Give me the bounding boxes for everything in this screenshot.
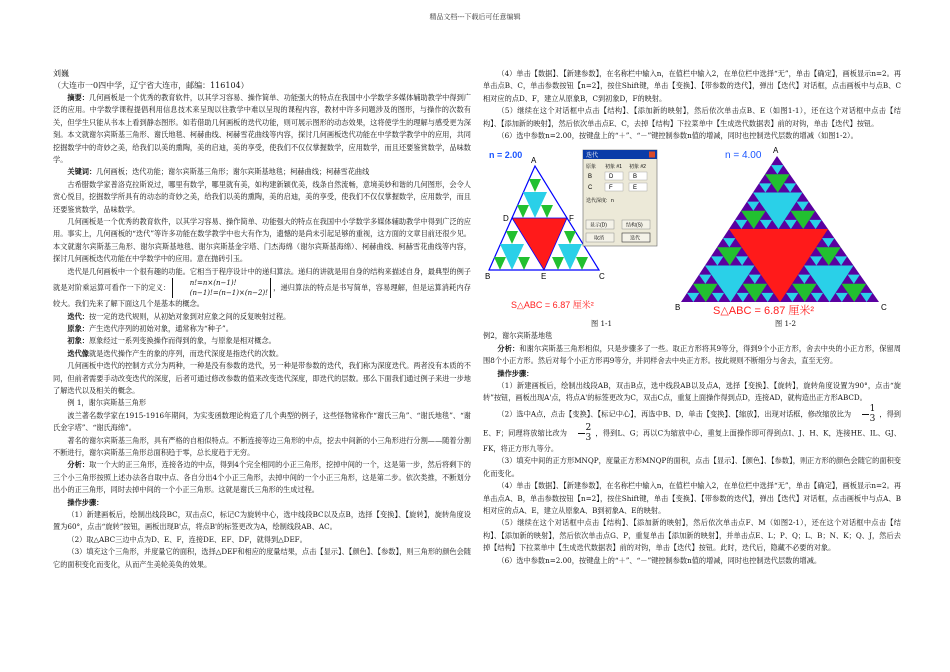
figure-1-2 [673, 144, 901, 316]
ex2-steps-heading: 操作步骤： [497, 368, 534, 378]
fig1-label-e: E [541, 272, 547, 282]
dialog-cell-1-1-text: D [609, 174, 614, 181]
fig1-label-d: D [503, 214, 509, 224]
frac2-den: 3 [585, 432, 592, 443]
affiliation: （大连市一0四中学，辽宁省大连市，邮编：116104） [53, 81, 249, 90]
abstract-text: 几何画板是一个优秀的教育软件，以其学习容易、操作简单、功能强大的特点在我国中小学数学多媒体辅助教学中得到广泛的应用。中学数学课程提倡利用信息技术来呈现以往教学中难以呈现的课程内容，教材中许多问题涉及的图形，与操作的次数有关，但学生只能从书本上看到静态图形。如若借助几何画板的迭代功能，则可展示图形的动态效果，这将使学生的理解与感受更为深刻。本文就谢尔宾斯基三角形、谢氏地毯、柯赫曲线、柯赫雪花曲线等内容，探讨几何画板迭代功能在中学数学教学中的应用，共同挖掘数学中的奇妙之美，给我们以美的熏陶，美的启迪，美的享受，使我们不仅仅掌握数学，应用数学，而且还要鉴赏数学，品味数学。 [53, 93, 471, 165]
ex2-step-2-c: ，得到L、G；再以C为缩放中心，重复上面操作即可得到点I、J、H、K，连接HE、IL、GJ、FK，将正方形九等分。 [483, 428, 901, 453]
keywords-label: 关键词： [67, 167, 97, 177]
ex2-analysis [483, 343, 901, 368]
figure-captions [483, 318, 901, 330]
ex2-step-2-a: （2）选中A点，点击【变换】、【标记中心】，再选中B、D，单击【变换】、【缩放】，出现对话框，修改缩放比为 [497, 409, 852, 419]
fig1-right-small-3 [576, 257, 588, 270]
dialog-cell-2-2[interactable] [629, 183, 647, 191]
step-6: （6）选中参数n=2.00，按键盘上的“＋”、“－”键控制参数n值的增减，同时也控制迭代层数的增减（如图1-2）。 [497, 131, 858, 141]
dialog-cell-2-2-text: E [633, 185, 638, 192]
definition-preimage [53, 323, 471, 335]
analysis-text: 取一个大的正三角形，连接各边的中点，得到4个完全相同的小正三角形，挖掉中间的一个，这是第一步，然后将剩下的三个小三角形按照上述办法各自取中点、各自分出4个小正三角形，去掉中间的一个小正三角形，这是第二步。依次类推，不断划分出小的正三角形，同时去掉中间的一个小正三角形。这就是谢氏三角形的生成过程。 [53, 460, 471, 495]
factorial-formula [172, 278, 271, 298]
analysis-label: 分析： [67, 460, 90, 470]
ex2-step-1: （1）新建画板后，绘制出线段AB，双击B点，选中线段AB以及点A，选择【变换】、【旋转】，旋转角度设置为90°，点击“旋转”按钮，画板出现A'点，将点A'的标签更改为C，双击C点，重复上面操作得到点D，连接AD，就构造出正方形ABCD。 [483, 381, 901, 403]
fig1-right-small-2 [552, 257, 564, 270]
fig1-left-small-1 [506, 231, 518, 244]
ex2-step-6: （6）选中参数n=2.00，按键盘上的“＋”、“－”键控制参数n值的增减，同时也控制迭代层数的增减。 [497, 555, 822, 565]
formula-line-2: (n−1)!=(n−1)×(n−2)! [189, 289, 268, 298]
example-1-title: 例 1，谢尔宾斯基三角形 [67, 398, 147, 408]
dialog-col-image-2: 初象 #2 [629, 164, 646, 171]
dialog-col-image-1: 初象 #1 [605, 164, 622, 171]
example-2-title: 例2，谢尔宾斯基地毯 [483, 331, 553, 341]
ex2-step-2-b: ，得到E、F；同理将放缩比改为 [483, 409, 901, 438]
iterate-dialog [583, 150, 657, 246]
def-label-3: 初象： [67, 336, 89, 346]
fig2-label-b: B [675, 303, 681, 313]
dialog-display-label: 显示(D) [590, 222, 607, 229]
fig2-n-value: n = 4.00 [725, 150, 762, 162]
def-label-4: 迭代像 [67, 348, 89, 358]
intro-paragraph-2: 几何画板是一个优秀的教育软件，以其学习容易、操作简单、功能强大的特点在我国中小学数学多媒体辅助教学中得到广泛的应用。事实上，几何画板的“迭代”等许多功能在数学教学中也大有作为，遗憾的是尚未引起足够的重视，这方面的文章目前还很少见。本文就谢尔宾斯基三角形、谢尔宾斯基地毯、谢尔宾斯基金字塔、门杰海绵（谢尔宾斯基海绵）、柯赫曲线、柯赫雪花曲线等内容，探讨几何画板迭代功能在中学数学中的应用。意在抛砖引玉。 [53, 217, 471, 264]
ex2-step-2 [483, 405, 901, 455]
keywords [53, 166, 471, 178]
fig1-label-c: C [599, 272, 605, 282]
iteration-tail: ，递归算法的特点是书写简单，容易理解，但是运算消耗内存较大。我们先来了解下面这几个是基本的概念。 [53, 283, 471, 309]
fig1-label-b: B [485, 272, 491, 282]
example-1-paragraph-1: 波兰著名数学家在1915-1916年期间，为实变函数理论构造了几个典型的例子，这些怪物常称作“谢氏三角”、“谢氏地毯”、“谢氏金字塔”、“谢氏海绵”。 [53, 410, 471, 433]
dialog-close-button[interactable] [649, 152, 655, 158]
right-column [483, 68, 901, 567]
fig1-top-right-small [541, 205, 553, 218]
dialog-cancel-label: 取消 [594, 235, 605, 242]
analysis-paragraph [53, 459, 471, 496]
ex2-analysis-label: 分析： [497, 343, 520, 353]
iteration-control-paragraph: 几何画板中迭代的控制方式分为两种，一种是没有参数的迭代，另一种是带参数的迭代，我们称为深度迭代。两者没有本质的不同，但前者需要手动改变迭代的深度，后者可通过修改参数的值来改变迭代深度，即迭代的层数。那么下面我们通过例子来进一步地了解迭代以及相关的概念。 [53, 361, 471, 395]
left-column [53, 68, 471, 571]
dialog-cell-1-2[interactable] [629, 172, 647, 180]
steps-heading: 操作步骤： [67, 497, 104, 507]
dialog-cell-1-1[interactable] [605, 172, 623, 180]
fig1-left-small-2 [494, 257, 506, 270]
frac1-den: 3 [869, 413, 876, 424]
intro-paragraph-1: 古希腊数学家普洛克拉斯说过，哪里有数学，哪里就有美，如构建新颖优美，线条自然流畅，意境美妙和谐的几何图形，会令人赏心悦目，挖掘数学所具有的动态的奇妙之美，给我们以美的熏陶，美的启迪，美的享受，使我们不仅仅掌握数学，应用数学，而且还要鉴赏数学，品味数学。 [53, 179, 471, 214]
step-1: （1）新建画板后，绘制出线段BC，双击点C，标记C为旋转中心，选中线段BC以及点B，选择【变换】、【旋转】，旋转角度设置为60°，点击“旋转”按钮，画板出现B'点，将点B'的标签更改为A，绘制线段AB、AC。 [53, 510, 471, 532]
def-text-2: 产生迭代序列的初始对象，通常称为“种子”。 [88, 323, 233, 333]
dialog-col-preimage: 原象 [586, 164, 597, 171]
abstract [53, 92, 471, 166]
def-label-1: 迭代： [67, 311, 89, 321]
dialog-structure-label: 结构(S) [626, 222, 643, 229]
fig1-top-small [529, 179, 541, 192]
fig1-left-small-3 [518, 257, 530, 270]
dialog-title: 迭代 [586, 153, 599, 160]
ex2-analysis-text: 和谢尔宾斯基三角形相似，只是步骤多了一些。取正方形将其9等分，得到9个小正方形，舍去中央的小正方形，保留周围8个小正方形。然后对每个小正方形再9等分，并同样舍去中央正方形。按此规则不断细分与舍去，直至无穷。 [483, 343, 901, 366]
fig1-label-a: A [531, 156, 537, 166]
figure-1-1 [483, 144, 661, 316]
dialog-depth-label: 迭代深度: [586, 198, 608, 205]
fig1-right-small-1 [564, 231, 576, 244]
fig2-area-readout: S△ABC = 6.87 厘米² [713, 305, 815, 317]
dialog-cell-2-1[interactable] [605, 183, 623, 191]
fig2-label-c: C [881, 303, 887, 313]
def-label-2: 原象： [67, 323, 89, 333]
frac1-num: 1 [869, 403, 876, 414]
dialog-row-c: C [588, 185, 593, 192]
fig1-label-f: F [569, 214, 574, 224]
frac2-num: 2 [585, 422, 592, 433]
dialog-row-b: B [588, 174, 593, 181]
fraction-one-third [855, 405, 875, 424]
fig1-top-left-small [517, 205, 529, 218]
fig1-area-readout: S△ABC = 6.87 厘米² [511, 300, 594, 311]
fraction-two-thirds [571, 424, 591, 443]
definition-iteration [53, 311, 471, 323]
def-text-3: 原象经过一系列变换操作而得到的象，与原象是相对概念。 [88, 336, 276, 346]
iteration-paragraph [53, 266, 471, 311]
iteration-text: 迭代是几何画板中一个很有趣的功能。它相当于程序设计中的递归算法。递归的讲就是用自身的结构来描述自身，最典型的例子就是对阶乘运算可看作一下的定义： [53, 266, 471, 293]
definition-iterated-image [53, 348, 471, 360]
dialog-iterate-label: 迭代 [630, 235, 641, 242]
example-1-paragraph-2: 著名的谢尔宾斯基三角形，具有严格的自相似特点。不断连接等边三角形的中点，挖去中间新的小三角形进行分割——随着分割不断进行，谢尔宾斯基三角形总面积趋于零，总长度趋于无穷。 [53, 435, 471, 457]
keywords-text: 几何画板；迭代功能；谢尔宾斯基三角形；谢尔宾斯基地毯；柯赫曲线；柯赫雪花曲线 [96, 167, 370, 177]
step-5: （5）继续在这个对话框中点击【结构】、【添加新的映射】，然后依次单击点B、E（如图1-1），还在这个对话框中点击【结构】、【添加新的映射】，然后依次单击点E、C，去掉【结构】下拉菜单中【生成迭代数据表】前的对钩，单击【迭代】按钮。 [483, 106, 901, 128]
definition-image [53, 335, 471, 347]
ex2-step-5: （5）继续在这个对话框中点击【结构】、【添加新的映射】，然后依次单击点F、M（如图2-1），还在这个对话框中点击【结构】、【添加新的映射】，然后依次单击点G、P，重复单击【添加新的映射】，并单击点E、L；P、Q；L、B；N、K；Q、J，然后去掉【结构】下拉菜单中【生成迭代数据表】前的对钩，单击【迭代】按钮。此时，迭代后，隐藏不必要的对象。 [483, 518, 901, 553]
fig2-label-a: A [773, 146, 779, 156]
step-4: （4）单击【数据】、【新建参数】，在名称栏中输入n，在值栏中输入2，在单位栏中选择“无”，单击【确定】，画板显示n=2。再单击点B、C，单击参数按钮【n=2】，按住Shift键，单击【变换】、【带参数的迭代】，弹出【迭代】对话框，点击画板中与点B、C相对应的点D、F，建立从原象B，C到初象D，F的映射。 [483, 69, 901, 103]
figures-row [483, 144, 901, 318]
ex2-step-3: （3）填充中间的正方形MNQP，度量正方形MNQP的面积，点击【显示】、【颜色】、【参数】，则正方形的颜色会随它的面积变化而变化。 [483, 456, 901, 478]
page-header: 精品文档---下载后可任意编辑 [429, 13, 521, 21]
caption-1-2: 图 1-2 [775, 319, 797, 329]
dialog-depth-value: n [611, 198, 614, 205]
dialog-cell-1-2-text: B [633, 174, 638, 181]
author: 刘巍 [53, 69, 69, 78]
def-text-4: 就是迭代操作产生的象的序列，而迭代深度是指迭代的次数。 [88, 348, 284, 358]
formula-line-1: n!=n×(n−1)! [189, 279, 237, 288]
step-3: （3）填充这个三角形，并度量它的面积，选择△DEF和相应的度量结果，点击【显示】、【颜色】、【参数】，则三角形的颜色会随它的面积变化而变化，从而产生美轮美奂的效果。 [53, 547, 471, 569]
def-text-1: 按一定的迭代规则，从初始对象到对应象之间的反复映射过程。 [88, 311, 291, 321]
caption-1-1: 图 1-1 [591, 319, 613, 329]
abstract-label: 摘要： [67, 93, 90, 102]
fig1-n-value: n = 2.00 [489, 150, 523, 161]
step-2: （2）取△ABC三边中点为D、E、F，连接DE、EF、DF，就得到△DEF。 [67, 534, 307, 544]
ex2-step-4: （4）单击【数据】、【新建参数】，在名称栏中输入n，在值栏中输入2，在单位栏中选择“无”，单击【确定】，画板显示n=2。再单击点A、B，单击参数按钮【n=2】，按住Shift键，单击【变换】、【带参数的迭代】，弹出【迭代】对话框，点击画板中与点A、B相对应的点A、E，建立从原象A、B到初象A、E的映射。 [483, 481, 901, 515]
dialog-cell-2-1-text: F [609, 185, 613, 192]
